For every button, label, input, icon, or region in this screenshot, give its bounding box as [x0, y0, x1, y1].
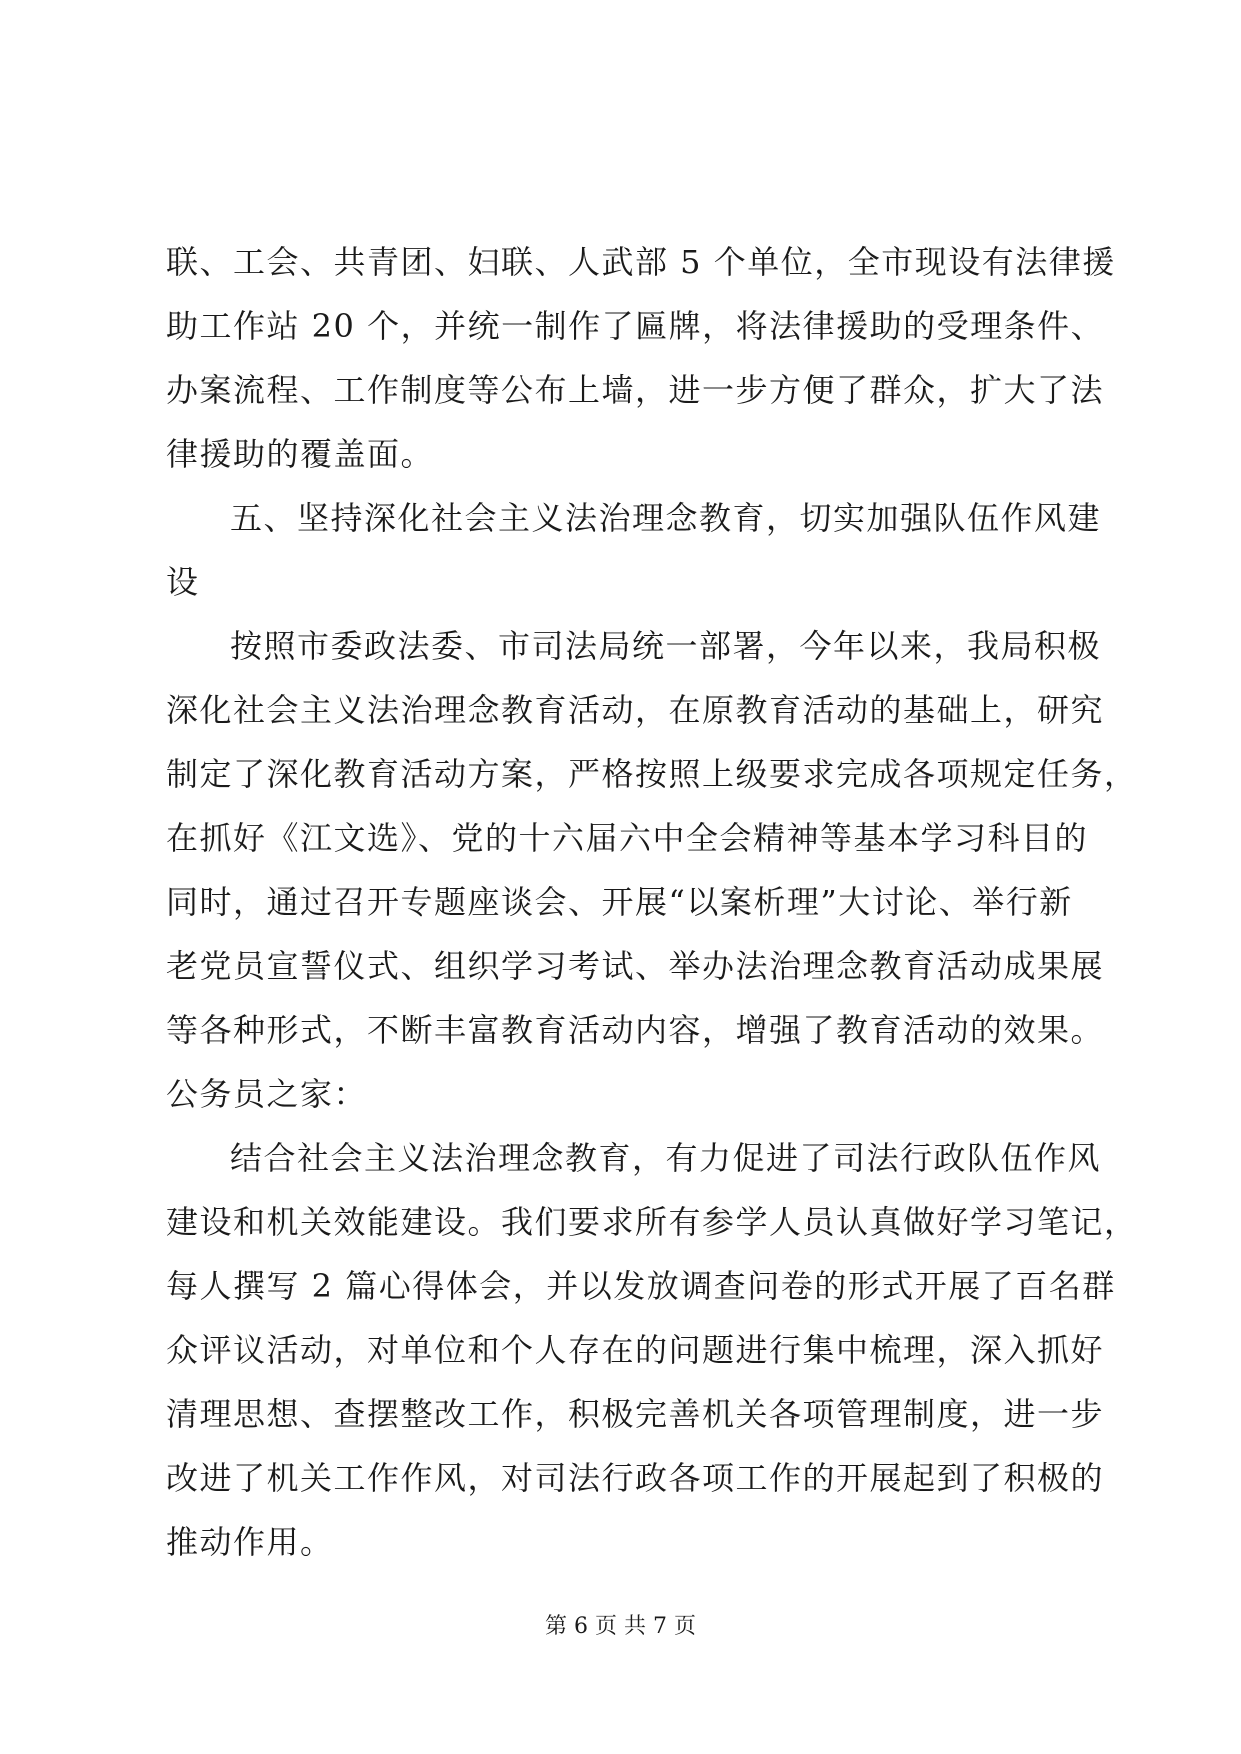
text-line: 同时，通过召开专题座谈会、开展“以案析理”大讨论、举行新 [166, 883, 1073, 921]
text-line: 联、工会、共青团、妇联、人武部 5 个单位，全市现设有法律援 [166, 243, 1116, 281]
text-line: 老党员宣誓仪式、组织学习考试、举办法治理念教育活动成果展 [166, 947, 1105, 985]
text-line: 推动作用。 [166, 1523, 334, 1561]
text-line: 深化社会主义法治理念教育活动，在原教育活动的基础上，研究 [166, 691, 1105, 729]
text-line: 助工作站 20 个，并统一制作了匾牌，将法律援助的受理条件、 [166, 307, 1105, 345]
text-line: 众评议活动，对单位和个人存在的问题进行集中梳理，深入抓好 [166, 1331, 1105, 1369]
text-line: 在抓好《江文选》、党的十六届六中全会精神等基本学习科目的 [166, 819, 1089, 857]
page-footer: 第 6 页 共 7 页 [545, 1614, 696, 1639]
text-line: 律援助的覆盖面。 [166, 435, 435, 473]
text-line: 改进了机关工作作风，对司法行政各项工作的开展起到了积极的 [166, 1459, 1105, 1497]
text-line: 每人撰写 2 篇心得体会，并以发放调查问卷的形式开展了百名群 [166, 1267, 1116, 1305]
text-line: 等各种形式，不断丰富教育活动内容，增强了教育活动的效果。 [166, 1011, 1105, 1049]
text-line: 结合社会主义法治理念教育，有力促进了司法行政队伍作风 [230, 1139, 1102, 1177]
text-line: 公务员之家： [166, 1075, 368, 1113]
text-line: 办案流程、工作制度等公布上墙，进一步方便了群众，扩大了法 [166, 371, 1105, 409]
text-line: 建设和机关效能建设。我们要求所有参学人员认真做好学习笔记， [166, 1203, 1138, 1241]
text-line: 五、坚持深化社会主义法治理念教育，切实加强队伍作风建 [230, 499, 1102, 537]
text-line: 按照市委政法委、市司法局统一部署，今年以来，我局积极 [230, 627, 1102, 665]
text-line: 制定了深化教育活动方案，严格按照上级要求完成各项规定任务， [166, 755, 1138, 793]
document-body [166, 230, 1138, 1574]
text-line: 设 [166, 563, 200, 601]
text-line: 清理思想、查摆整改工作，积极完善机关各项管理制度，进一步 [166, 1395, 1105, 1433]
